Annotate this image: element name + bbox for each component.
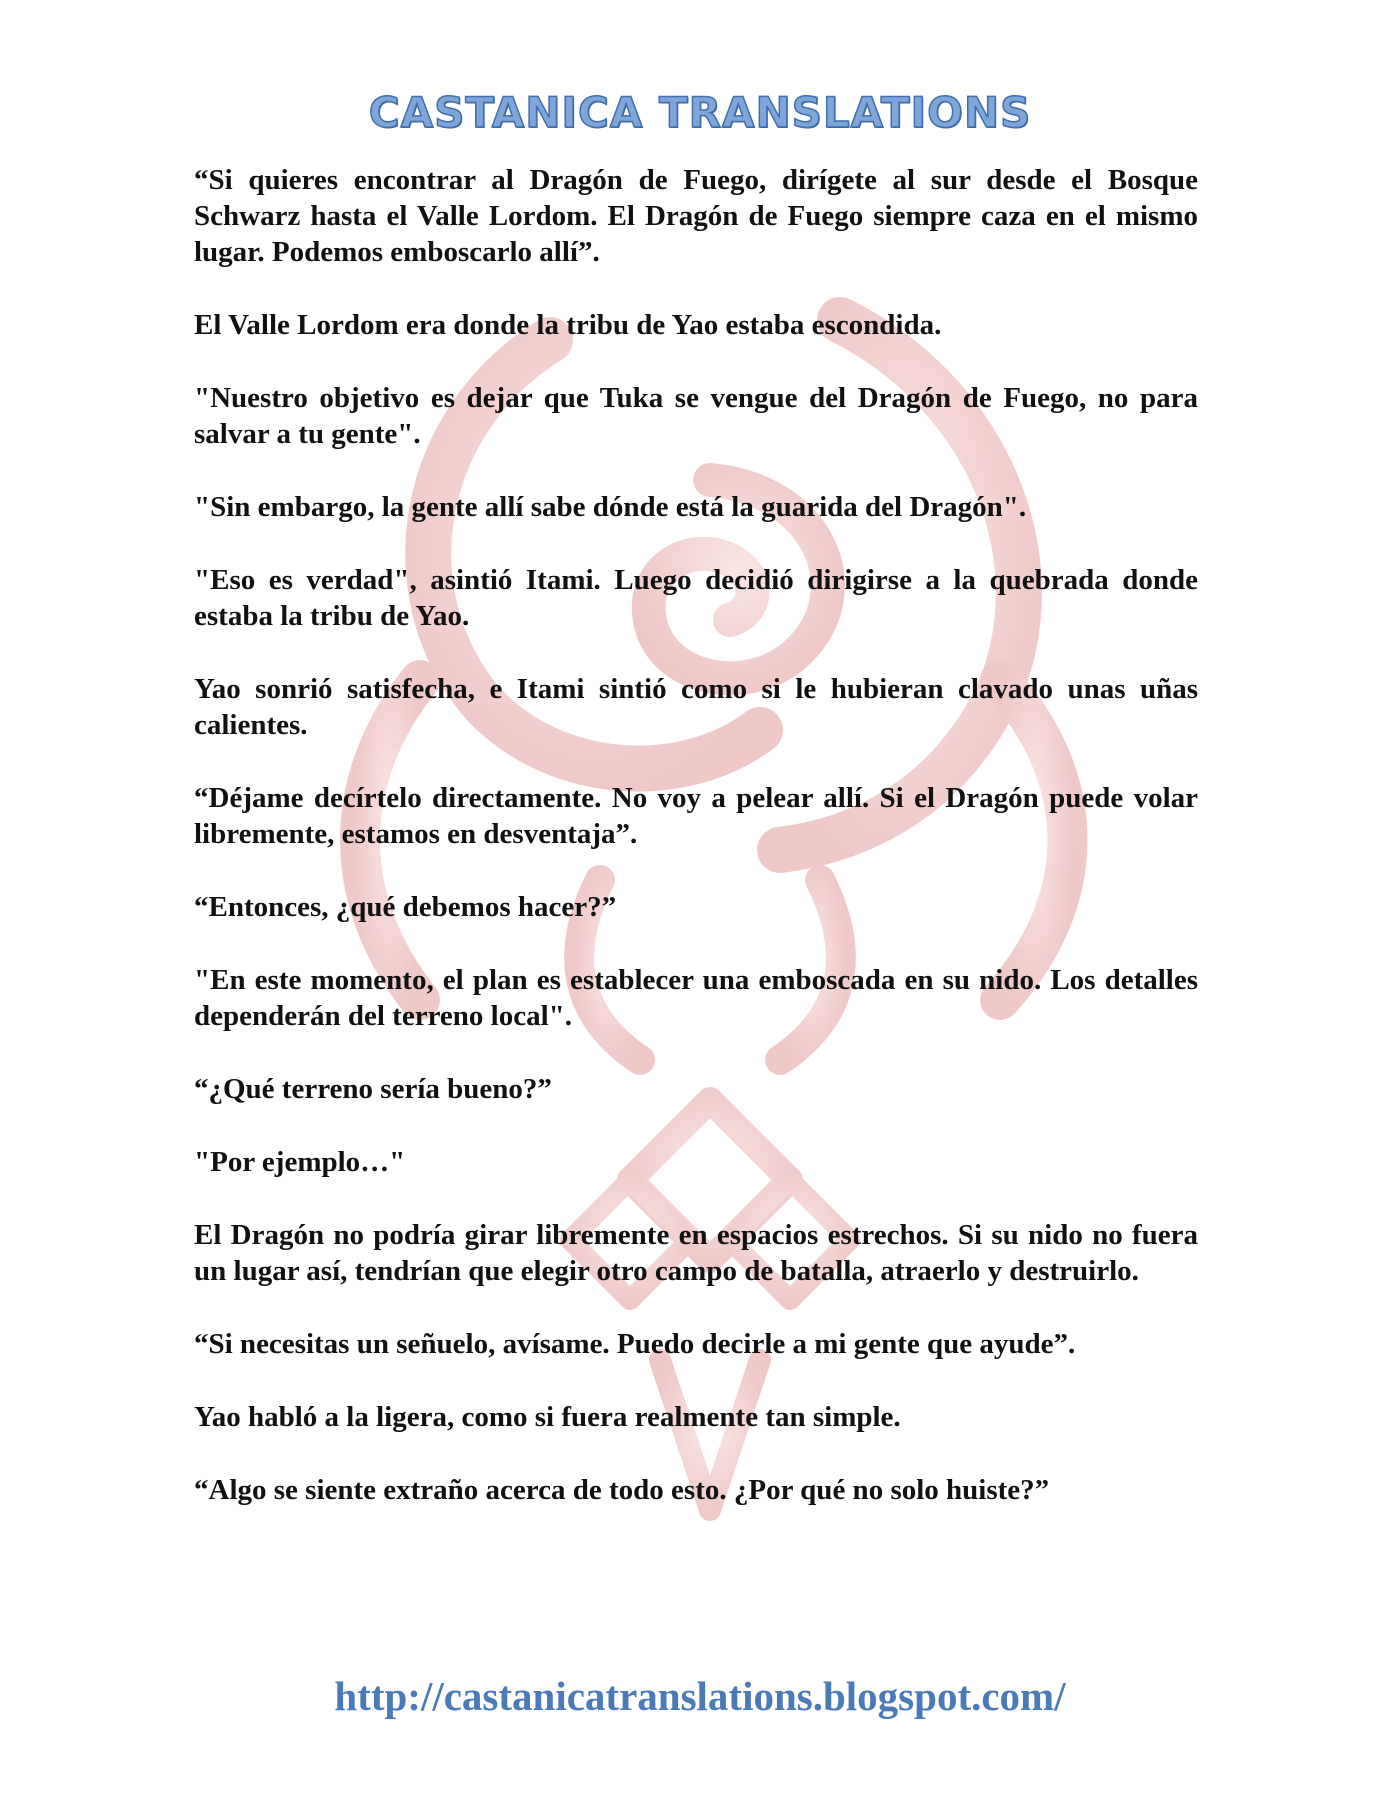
paragraph-13: “Si necesitas un señuelo, avísame. Puedo decirle a mi gente que ayude”. — [194, 1328, 1076, 1360]
paragraph-8: “Entonces, ¿qué debemos hacer?” — [194, 891, 617, 923]
document-body — [194, 162, 1198, 1545]
paragraph-4: "Sin embargo, la gente allí sabe dónde está la guarida del Dragón". — [194, 491, 1027, 523]
paragraph-10: “¿Qué terreno sería bueno?” — [194, 1073, 552, 1105]
paragraph-1: “Si quieres encontrar al Dragón de Fuego, dirígete al sur desde el Bosque Schwarz hasta el Valle Lordom. El Dragón de Fuego siempre caza en el mismo lugar. Podemos emboscarlo allí”. — [194, 164, 1198, 268]
paragraph-6: Yao sonrió satisfecha, e Itami sintió como si le hubieran clavado unas uñas calientes. — [194, 673, 1198, 741]
paragraph-11: "Por ejemplo…" — [194, 1146, 406, 1178]
site-title: CASTANICA TRANSLATIONS — [368, 88, 1032, 137]
paragraph-12: El Dragón no podría girar libremente en espacios estrechos. Si su nido no fuera un lugar así, tendrían que elegir otro campo de batalla, atraerlo y destruirlo. — [194, 1219, 1198, 1287]
paragraph-14: Yao habló a la ligera, como si fuera realmente tan simple. — [194, 1401, 901, 1433]
paragraph-9: "En este momento, el plan es establecer una emboscada en su nido. Los detalles dependerán del terreno local". — [194, 964, 1198, 1032]
paragraph-2: El Valle Lordom era donde la tribu de Yao estaba escondida. — [194, 309, 942, 341]
paragraph-7: “Déjame decírtelo directamente. No voy a pelear allí. Si el Dragón puede volar libremente, estamos en desventaja”. — [194, 782, 1198, 850]
footer-blog-url: http://castanicatranslations.blogspot.com/ — [334, 1673, 1066, 1719]
paragraph-15: “Algo se siente extraño acerca de todo esto. ¿Por qué no solo huiste?” — [194, 1474, 1050, 1506]
paragraph-5: "Eso es verdad", asintió Itami. Luego decidió dirigirse a la quebrada donde estaba la tribu de Yao. — [194, 564, 1198, 632]
paragraph-3: "Nuestro objetivo es dejar que Tuka se vengue del Dragón de Fuego, no para salvar a tu gente". — [194, 382, 1198, 450]
